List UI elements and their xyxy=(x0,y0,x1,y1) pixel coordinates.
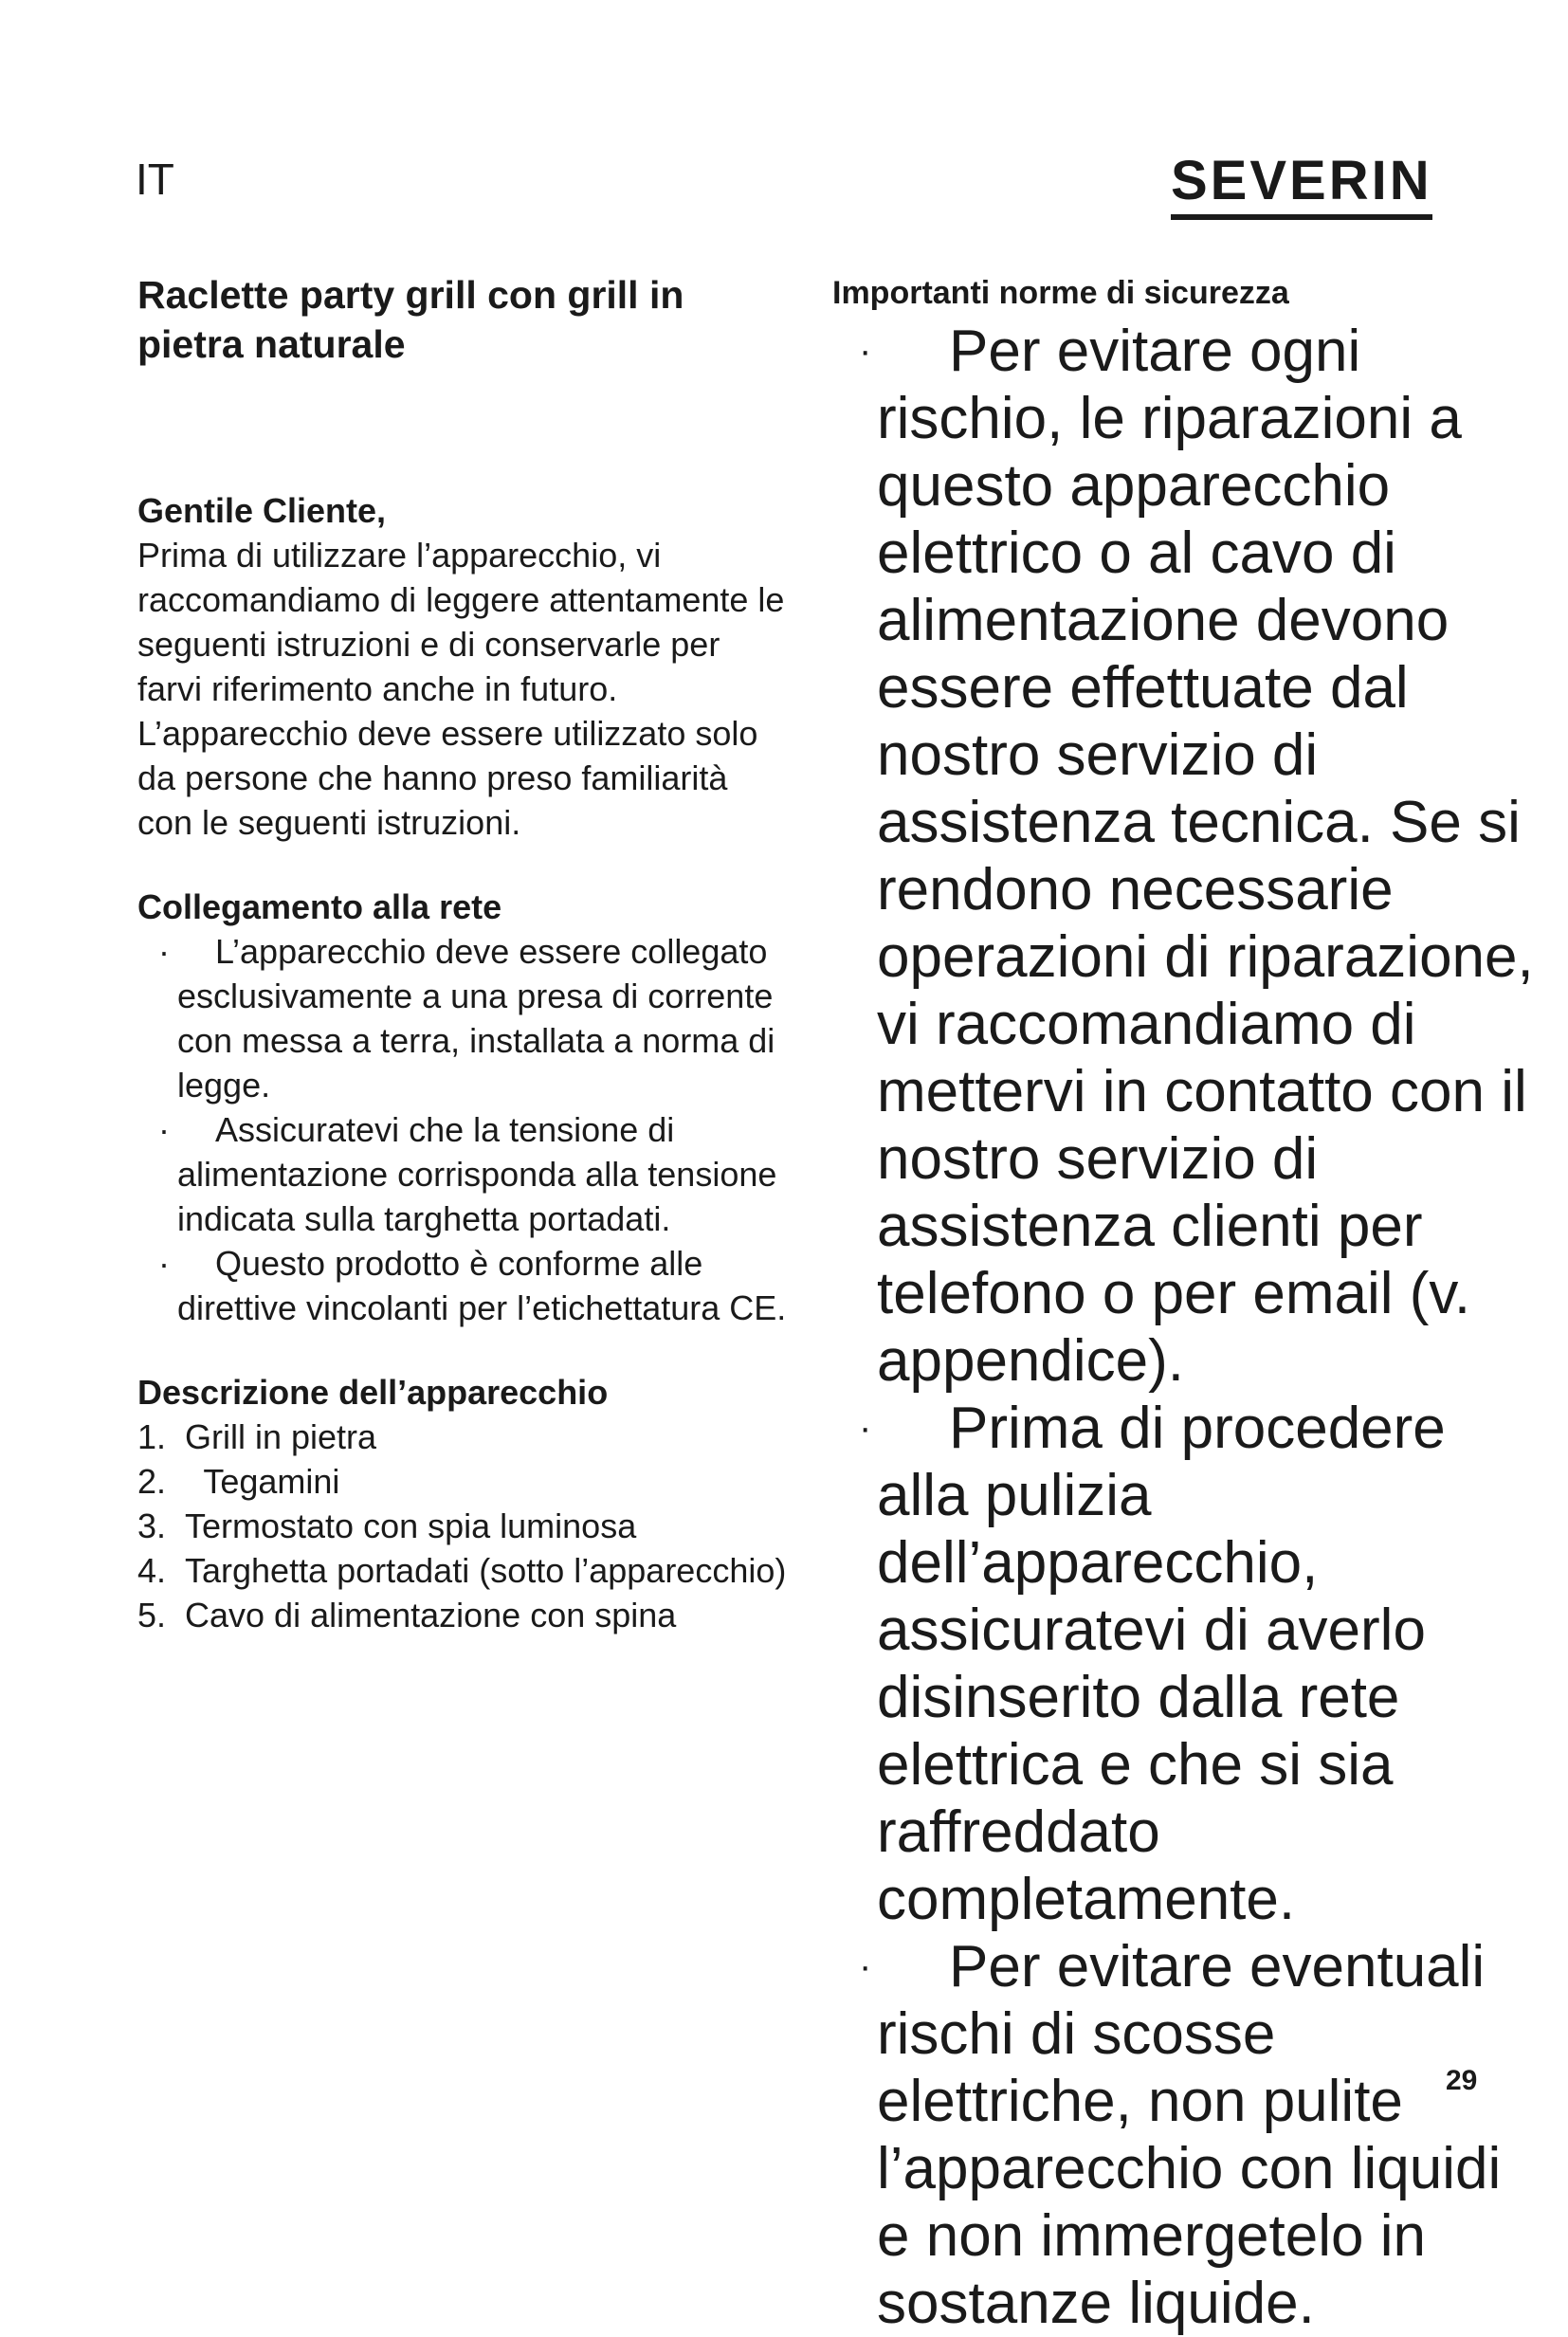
bullet-icon: · xyxy=(158,1244,170,1283)
list-item: · Questo prodotto è conforme alle direttive vincolanti per l’etichettatura CE. xyxy=(137,1241,792,1330)
list-item: · L’apparecchio deve essere collegato esclusivamente a una presa di corrente con messa a terra, installata a norma di legge. xyxy=(137,929,792,1107)
list-item: · Assicuratevi che la tensione di alimentazione corrisponda alla tensione indicata sulla targhetta portadati. xyxy=(137,1107,792,1241)
bullet-icon: · xyxy=(158,932,170,971)
bullet-icon: · xyxy=(859,1407,872,1449)
left-column xyxy=(137,270,792,1637)
intro-paragraph: Prima di utilizzare l’apparecchio, vi raccomandiamo di leggere attentamente le seguenti istruzioni e di conservarle per farvi riferimento anche in futuro. L’apparecchio deve essere utilizzato solo da persone che hanno preso familiarità con le seguenti istruzioni. xyxy=(137,536,785,842)
list-item: · Per evitare ogni rischio, le riparazioni a questo apparecchio elettrico o al cavo di alimentazione devono essere effettuate dal nostro servizio di assistenza tecnica. Se si rendono necessarie operazioni di riparazione, vi raccomandiamo di mettervi in contatto con il nostro servizio di assistenza clienti per telefono o per email (v. appendice). xyxy=(859,319,1534,1394)
safety-heading: Importanti norme di sicurezza xyxy=(832,275,1289,311)
list-item: 2. Tegamini xyxy=(137,1462,340,1501)
bullet-icon: · xyxy=(859,330,872,372)
right-column xyxy=(832,272,1534,2337)
list-item: · Per evitare eventuali rischi di scosse elettriche, non pulite l’apparecchio con liquidi e non immergetelo in sostanze liquide. xyxy=(859,1934,1502,2336)
list-item: 4. Targhetta portadati (sotto l’apparecchio) xyxy=(137,1551,787,1590)
parts-list xyxy=(137,1415,792,1637)
bullet-icon: · xyxy=(859,1945,872,1987)
connection-heading: Collegamento alla rete xyxy=(137,887,502,926)
language-code: IT xyxy=(136,155,174,204)
description-heading: Descrizione dell’apparecchio xyxy=(137,1373,609,1412)
list-item: · Prima di procedere alla pulizia dell’apparecchio, assicuratevi di averlo disinserito dalla rete elettrica e che si sia raffreddato completamente. xyxy=(859,1396,1446,1932)
brand-logo: SEVERIN xyxy=(1171,154,1432,220)
page-number: 29 xyxy=(1446,2065,1478,2096)
connection-list xyxy=(137,929,792,1330)
list-item: 1. Grill in pietra xyxy=(137,1417,377,1456)
list-item: 5. Cavo di alimentazione con spina xyxy=(137,1596,677,1634)
bullet-icon: · xyxy=(158,1110,170,1149)
greeting-heading: Gentile Cliente, xyxy=(137,491,387,530)
safety-list xyxy=(832,318,1534,2337)
list-item: 3. Termostato con spia luminosa xyxy=(137,1506,637,1545)
page-title: Raclette party grill con grill in pietra naturale xyxy=(137,273,684,366)
